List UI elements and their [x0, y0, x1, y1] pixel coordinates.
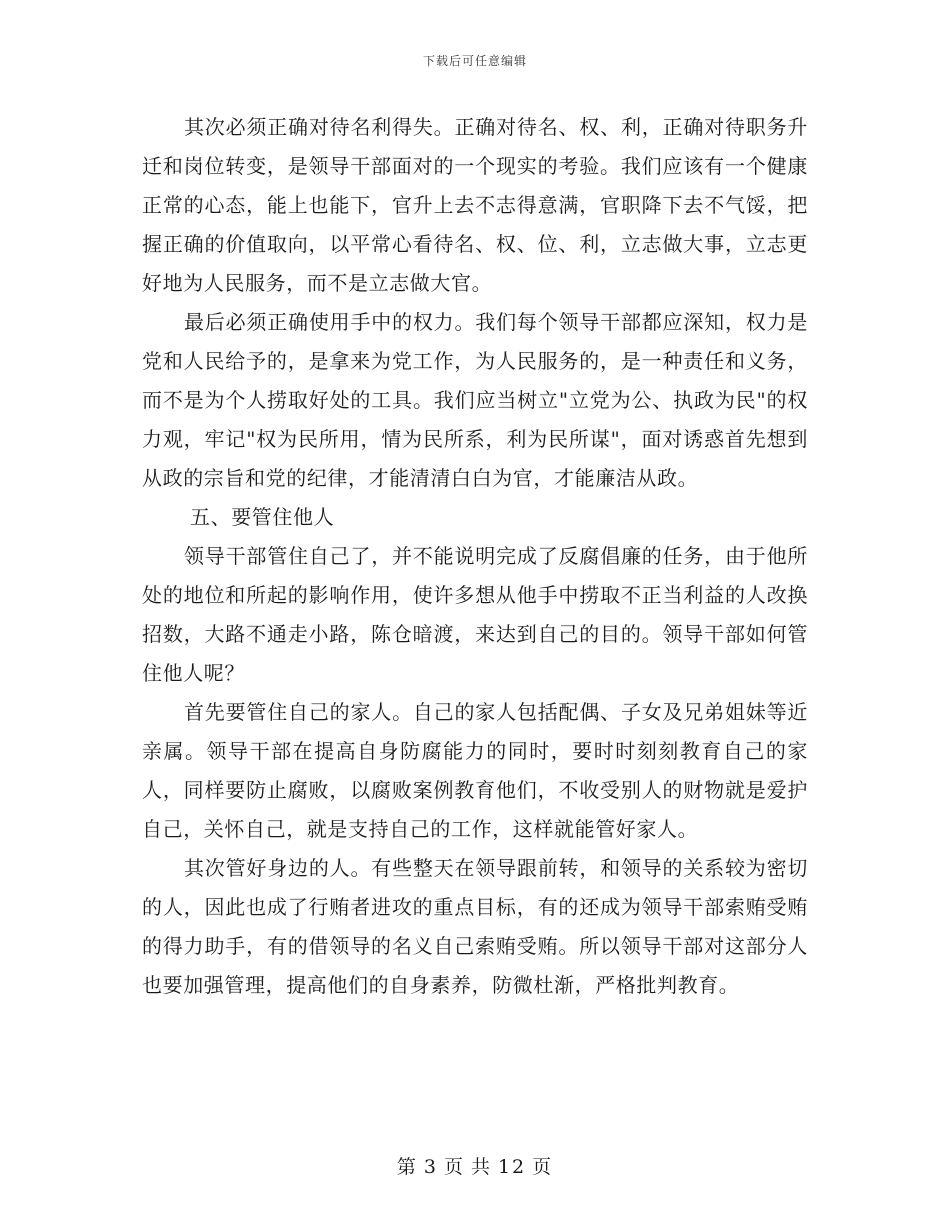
paragraph-use-of-power: 最后必须正确使用手中的权力。我们每个领导干部都应深知，权力是党和人民给予的，是拿来为党工作，为人民服务的，是一种责任和义务，而不是为个人捞取好处的工具。我们应当树立"立党为公、执政为民"的权力观，牢记"权为民所用，情为民所系，利为民所谋"，面对诱惑首先想到从政的宗旨和党的纪律，才能清清白白为官，才能廉洁从政。	[142, 310, 808, 490]
document-body	[142, 108, 808, 1005]
footer-total-unit: 页	[532, 1156, 554, 1178]
section-heading-manage-others: 五、要管住他人	[190, 505, 335, 529]
page-footer	[0, 1152, 950, 1179]
footer-page-unit: 页	[443, 1156, 465, 1178]
page-number: 3	[423, 1156, 438, 1178]
page-header: 下载后可任意编辑	[422, 54, 527, 68]
paragraph-manage-others-intro: 领导干部管住自己了，并不能说明完成了反腐倡廉的任务，由于他所处的地位和所起的影响作用，使许多想从他手中捞取不正当利益的人改换招数，大路不通走小路，陈仓暗渡，来达到自己的目的。领导干部如何管住他人呢？	[142, 544, 808, 685]
paragraph-fame-and-gain: 其次必须正确对待名利得失。正确对待名、权、利，正确对待职务升迁和岗位转变，是领导干部面对的一个现实的考验。我们应该有一个健康正常的心态，能上也能下，官升上去不志得意满，官职降下去不气馁，把握正确的价值取向，以平常心看待名、权、位、利，立志做大事，立志更好地为人民服务，而不是立志做大官。	[142, 115, 808, 295]
total-pages: 12	[497, 1156, 527, 1178]
footer-total-prefix: 共	[470, 1156, 492, 1178]
paragraph-manage-family: 首先要管住自己的家人。自己的家人包括配偶、子女及兄弟姐妹等近亲属。领导干部在提高自身防腐能力的同时，要时时刻刻教育自己的家人，同样要防止腐败，以腐败案例教育他们，不收受别人的财物就是爱护自己，关怀自己，就是支持自己的工作，这样就能管好家人。	[142, 700, 808, 841]
paragraph-manage-close-staff: 其次管好身边的人。有些整天在领导跟前转，和领导的关系较为密切的人，因此也成了行贿者进攻的重点目标，有的还成为领导干部索贿受贿的得力助手，有的借领导的名义自己索贿受贿。所以领导干部对这部分人也要加强管理，提高他们的自身素养，防微杜渐，严格批判教育。	[142, 856, 808, 997]
footer-prefix: 第	[396, 1156, 418, 1178]
